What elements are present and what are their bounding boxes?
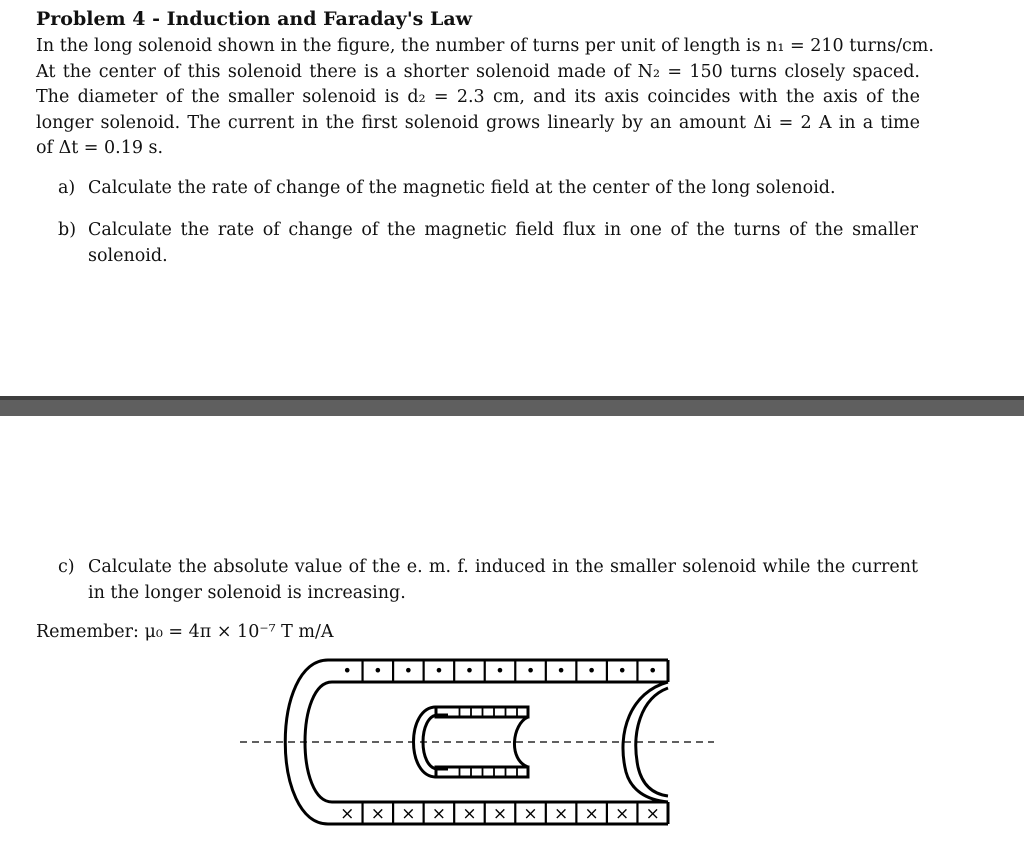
winding-in-cross: × [401,804,416,824]
part-a [58,176,920,202]
part-b-line-2: solenoid. [88,245,168,266]
winding-out-dot: • [586,661,597,680]
winding-out-dot: • [464,661,475,680]
part-c-label: c) [58,557,75,577]
part-b-line-1: Calculate the rate of change of the magnetic field flux in one of the turns of the smaller [88,220,918,240]
problem-title: Problem 4 - Induction and Faraday's Law [36,8,472,30]
intro-line-2: At the center of this solenoid there is a shorter solenoid made of N₂ = 150 turns closely spaced. [36,61,920,82]
part-c [58,555,918,606]
intro-line-1: In the long solenoid shown in the figure, the number of turns per unit of length is n₁ = 210 turns/cm. [36,36,934,56]
winding-out-dot: • [373,661,383,680]
part-a-label: a) [58,178,76,198]
winding-in-cross: × [553,804,569,824]
winding-in-cross: × [615,804,630,824]
part-c-line-2: in the longer solenoid is increasing. [88,582,406,603]
winding-in-cross: × [492,804,508,824]
winding-in-cross: × [340,804,355,824]
intro-line-5: of Δt = 0.19 s. [36,138,164,158]
long-solenoid-top-windings [343,660,658,682]
winding-in-cross: × [523,804,538,824]
winding-out-dot: • [556,661,566,680]
page-divider [0,396,1024,416]
part-b-label: b) [58,220,77,240]
winding-out-dot: • [342,661,352,680]
winding-in-cross: × [645,804,660,824]
long-solenoid-bottom-windings [340,802,660,824]
winding-out-dot: • [495,661,505,680]
winding-out-dot: • [648,661,658,680]
part-b [58,218,918,269]
intro-line-3: The diameter of the smaller solenoid is d₂ = 2.3 cm, and its axis coincides with the axis of the [36,87,920,107]
winding-out-dot: • [525,661,536,680]
winding-in-cross: × [370,804,385,824]
winding-in-cross: × [584,804,599,824]
winding-in-cross: × [462,804,477,824]
part-c-line-1: Calculate the absolute value of the e. m. f. induced in the smaller solenoid while the current [88,557,918,577]
intro-line-4: longer solenoid. The current in the first solenoid grows linearly by an amount Δi = 2 A in a time [36,112,920,133]
winding-out-dot: • [403,661,414,680]
problem-intro [36,34,934,162]
winding-in-cross: × [431,804,447,824]
remember-note: Remember: μ₀ = 4π × 10⁻⁷ T m/A [36,622,334,642]
part-a-line-1: Calculate the rate of change of the magnetic field at the center of the long solenoid. [88,178,836,198]
winding-out-dot: • [617,661,627,680]
solenoid-figure [236,652,720,832]
winding-out-dot: • [434,661,444,680]
